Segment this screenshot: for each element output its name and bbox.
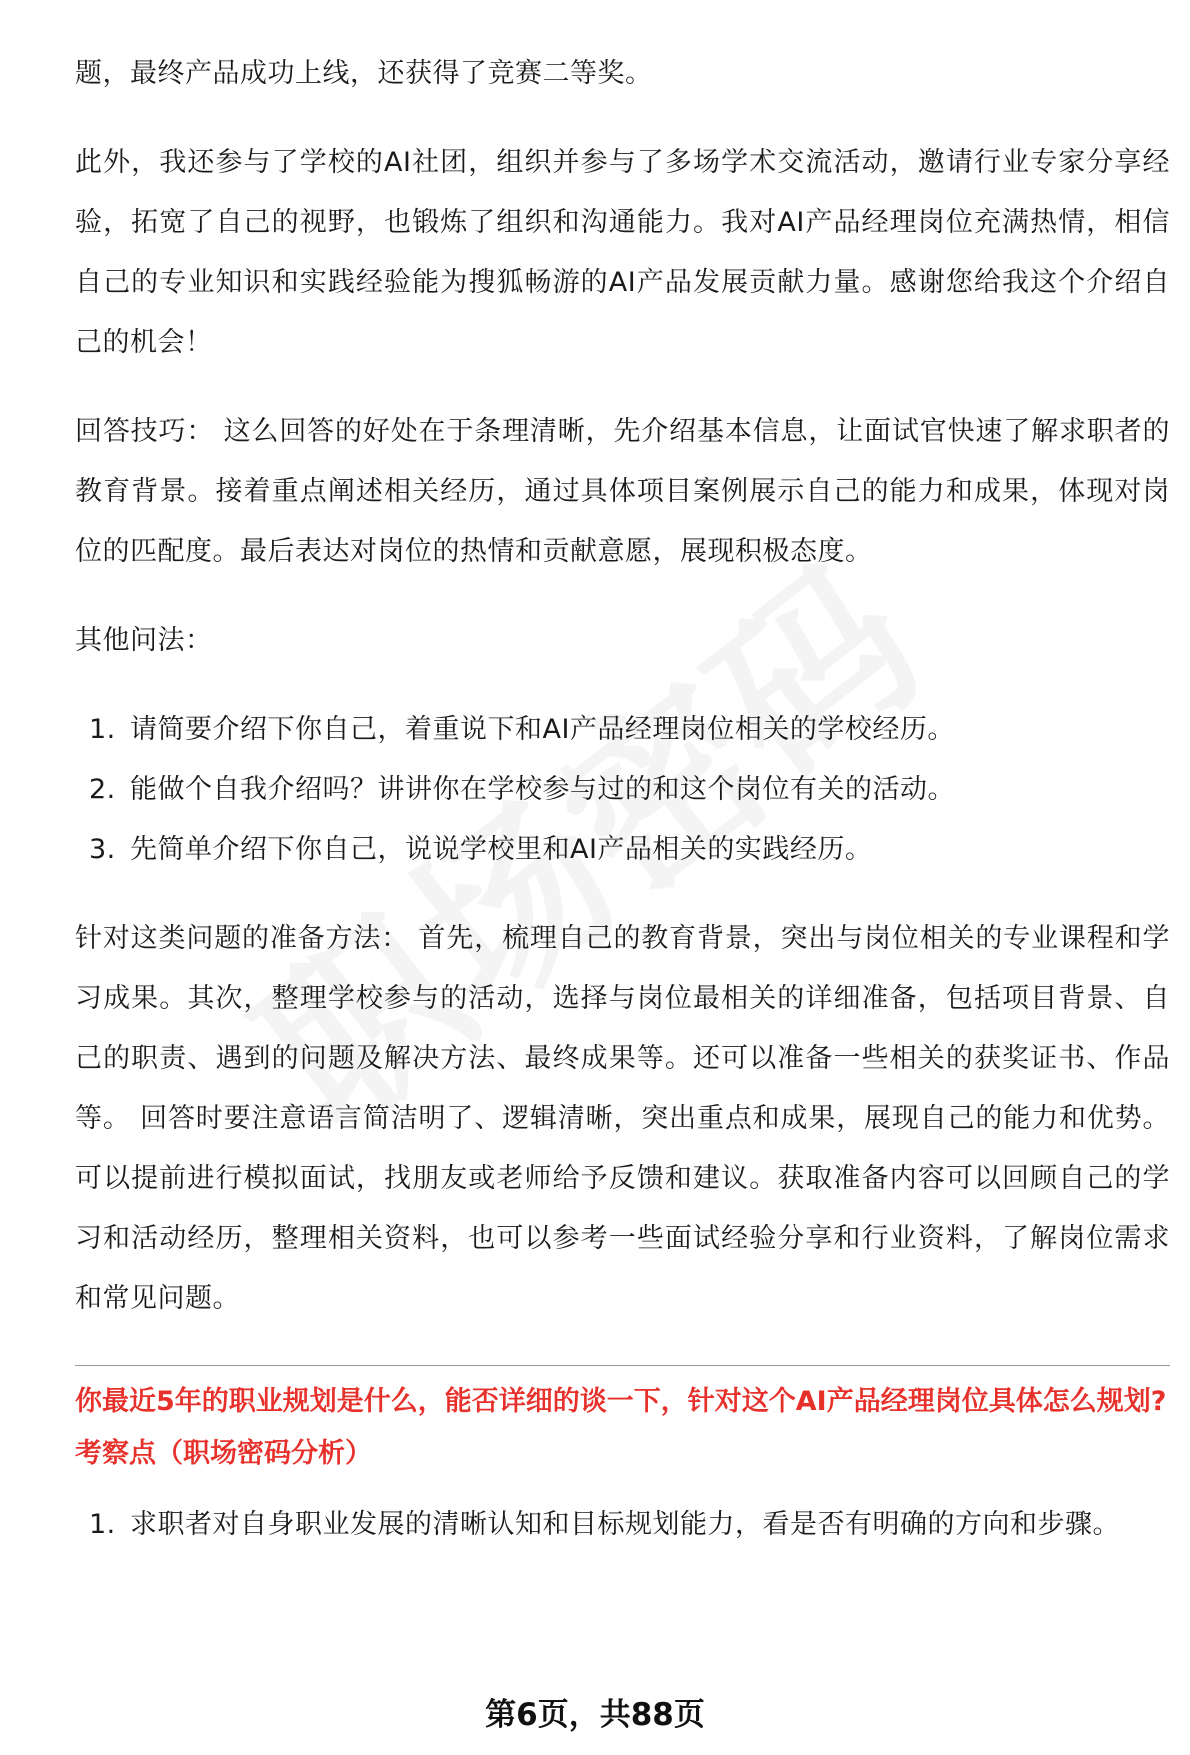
section-divider xyxy=(75,1365,1170,1366)
paragraph-answer-tips: 回答技巧： 这么回答的好处在于条理清晰，先介绍基本信息，让面试官快速了解求职者的教育背景。接着重点阐述相关经历，通过具体项目案例展示自己的能力和成果，体现对岗位的匹配度。最后表达对岗位的热情和贡献意愿，展现积极态度。 xyxy=(75,416,1170,567)
list-item-number: 1. xyxy=(89,1509,116,1540)
paragraph-preparation-method: 针对这类问题的准备方法： 首先，梳理自己的教育背景，突出与岗位相关的专业课程和学习成果。其次，整理学校参与的活动，选择与岗位最相关的详细准备，包括项目背景、自己的职责、遇到的问题及解决方法、最终成果等。还可以准备一些相关的获奖证书、作品等。 回答时要注意语言简洁明了、逻辑清晰，突出重点和成果，展现自己的能力和优势。可以提前进行模拟面试，找朋友或老师给予反馈和建议。获取准备内容可以回顾自己的学习和活动经历，整理相关资料，也可以参考一些面试经验分享和行业资料，了解岗位需求和常见问题。 xyxy=(75,923,1170,1314)
list-item-number: 3. xyxy=(89,834,116,865)
page-content xyxy=(75,44,1170,1555)
list-item xyxy=(75,760,1170,820)
paragraph-other-questions-heading: 其他问法： xyxy=(75,625,213,656)
paragraph-ai-club: 此外，我还参与了学校的AI社团，组织并参与了多场学术交流活动，邀请行业专家分享经验，拓宽了自己的视野，也锻炼了组织和沟通能力。我对AI产品经理岗位充满热情，相信自己的专业知识和实践经验能为搜狐畅游的AI产品发展贡献力量。感谢您给我这个介绍自己的机会！ xyxy=(75,147,1170,358)
assessment-points-list xyxy=(75,1495,1170,1555)
list-item-text: 先简单介绍下你自己，说说学校里和AI产品相关的实践经历。 xyxy=(130,834,873,865)
page-number: 第6页，共88页 xyxy=(485,1697,705,1733)
assessment-points-heading: 考察点（职场密码分析） xyxy=(75,1438,372,1469)
other-questions-list xyxy=(75,700,1170,880)
list-item-text: 请简要介绍下你自己，着重说下和AI产品经理岗位相关的学校经历。 xyxy=(130,714,955,745)
paragraph-continuation: 题，最终产品成功上线，还获得了竞赛二等奖。 xyxy=(75,58,653,89)
list-item xyxy=(75,700,1170,760)
list-item-number: 2. xyxy=(89,774,116,805)
question-heading: 你最近5年的职业规划是什么，能否详细的谈一下，针对这个AI产品经理岗位具体怎么规划? xyxy=(75,1386,1167,1417)
list-item xyxy=(75,820,1170,880)
list-item-text: 能做个自我介绍吗？讲讲你在学校参与过的和这个岗位有关的活动。 xyxy=(130,774,955,805)
list-item-number: 1. xyxy=(89,714,116,745)
list-item-text: 求职者对自身职业发展的清晰认知和目标规划能力，看是否有明确的方向和步骤。 xyxy=(130,1509,1120,1540)
list-item xyxy=(75,1495,1170,1555)
